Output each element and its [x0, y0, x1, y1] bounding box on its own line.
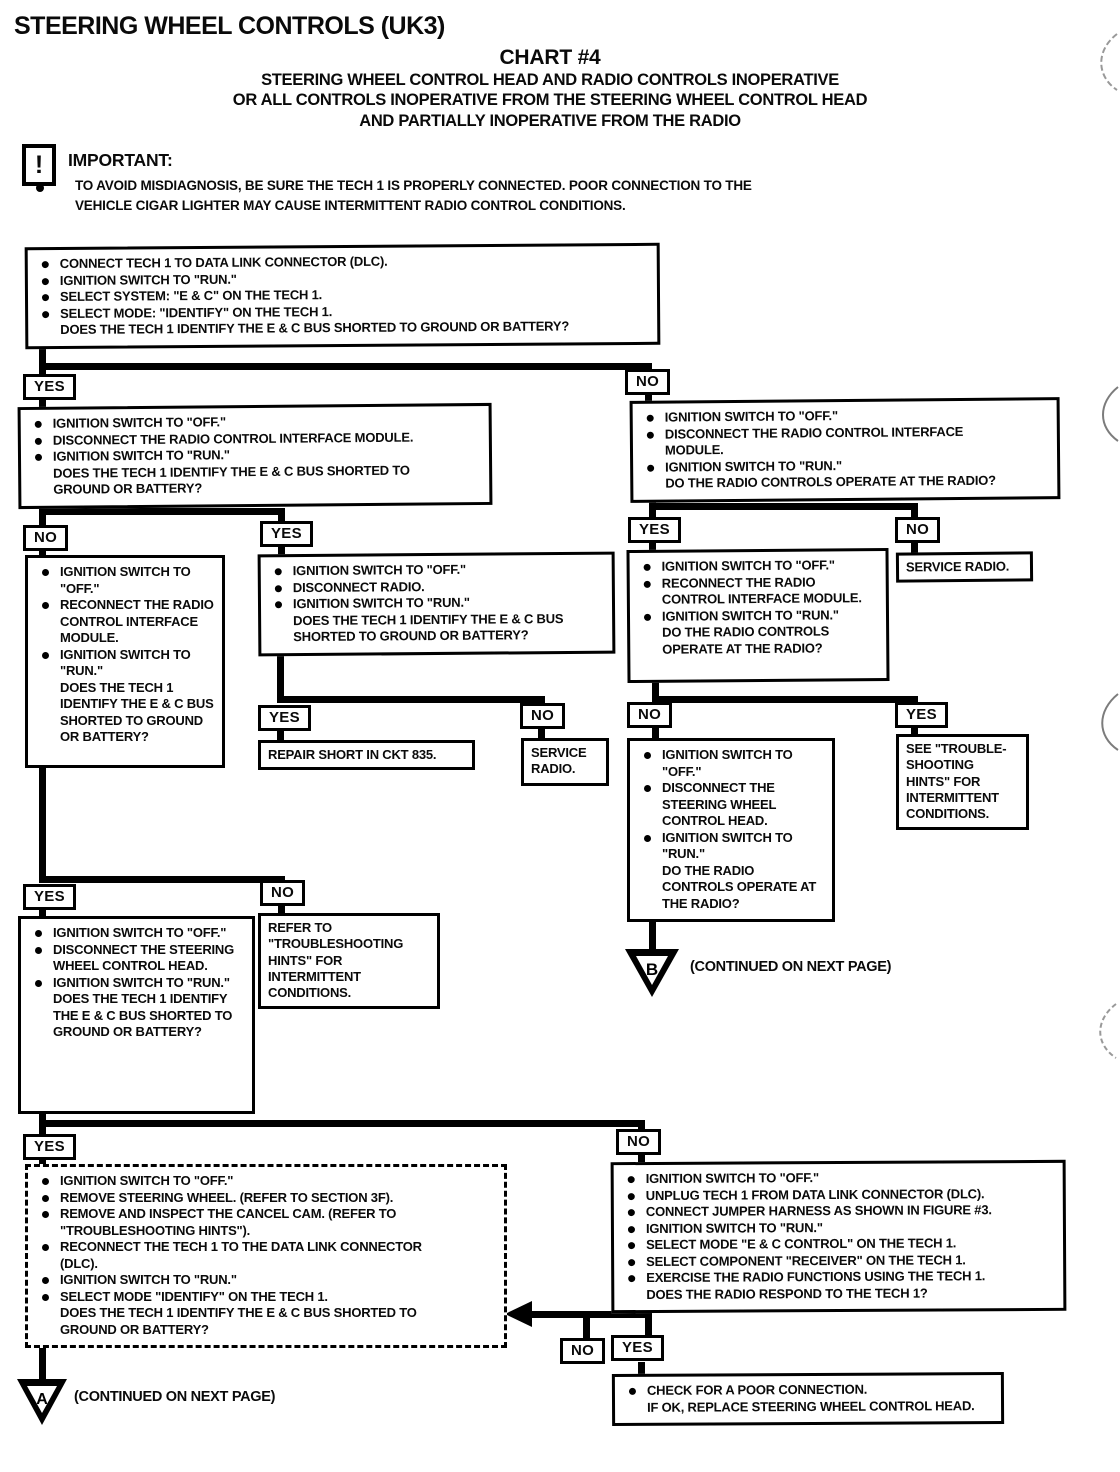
step-text: IGNITION SWITCH TO "RUN." [60, 646, 191, 678]
bullet-spacer [25, 991, 53, 1005]
no-tag: NO [616, 1129, 661, 1155]
step-text: RECONNECT THE TECH 1 TO THE DATA LINK CONNECTOR (DLC). [60, 1239, 422, 1271]
step-text: IGNITION SWITCH TO "RUN." [292, 594, 470, 612]
yes-tag: YES [258, 705, 311, 731]
bullet-dot [618, 1188, 646, 1202]
step-text: CONNECT TECH 1 TO DATA LINK CONNECTOR (DLC). [59, 253, 388, 271]
bullet-dot [32, 1206, 60, 1220]
bullet-dot [618, 1221, 646, 1235]
no-tag: NO [260, 880, 305, 906]
step-text: RECONNECT THE RADIO CONTROL INTERFACE MODULE. [661, 574, 862, 607]
result-box-service-radio: SERVICE RADIO. [896, 551, 1033, 582]
bullet-dot [634, 575, 662, 589]
bullet-dot [637, 459, 665, 473]
step-box-disconnect-interface-radio [630, 397, 1061, 502]
bullet-spacer [32, 680, 60, 694]
step-text: DO THE RADIO CONTROLS OPERATE AT THE RADIO? [662, 862, 817, 911]
chart-subtitle-line3: AND PARTIALLY INOPERATIVE FROM THE RADIO [359, 111, 741, 130]
step-box-start [25, 243, 661, 349]
no-tag: NO [625, 369, 670, 395]
step-box-reconnect-interface-radio [626, 548, 889, 683]
bullet-spacer [619, 1399, 647, 1413]
bullet-dot [32, 272, 60, 286]
step-text: IGNITION SWITCH TO "OFF." [292, 561, 466, 579]
bullet-dot [634, 559, 662, 573]
step-text: DISCONNECT THE RADIO CONTROL INTERFACE MODULE. [664, 423, 964, 458]
flow-line [39, 1344, 46, 1380]
step-text: IGNITION SWITCH TO "OFF." [60, 1173, 234, 1188]
bullet-dot [32, 647, 60, 661]
step-text: IGNITION SWITCH TO "OFF." [664, 408, 838, 425]
step-text: SELECT MODE "E & C CONTROL" ON THE TECH 1. [646, 1235, 957, 1253]
step-text: DISCONNECT THE STEERING WHEEL CONTROL HEAD. [662, 780, 776, 828]
flow-line [277, 696, 545, 703]
bullet-dot [32, 1272, 60, 1286]
bullet-dot [32, 564, 60, 578]
no-tag: NO [895, 517, 940, 543]
step-text: IGNITION SWITCH TO "OFF." [645, 1170, 819, 1187]
result-box-repair-short: REPAIR SHORT IN CKT 835. [258, 740, 475, 770]
step-text: DISCONNECT THE RADIO CONTROL INTERFACE MODULE. [52, 429, 414, 448]
important-label: IMPORTANT: [68, 150, 173, 170]
bullet-dot [618, 1171, 646, 1185]
flow-line [645, 1316, 652, 1337]
scan-artifact [1092, 385, 1120, 443]
continued-note: (CONTINUED ON NEXT PAGE) [74, 1389, 276, 1405]
step-text: IGNITION SWITCH TO "OFF." [662, 747, 793, 779]
step-text: DISCONNECT THE STEERING WHEEL CONTROL HEAD. [53, 941, 235, 973]
step-box-final-check [612, 1372, 1004, 1426]
step-box-disconnect-radio [258, 552, 616, 656]
bullet-dot [32, 256, 60, 270]
step-box-disconnect-control-head-radio [627, 738, 835, 922]
step-text: DOES THE RADIO RESPOND TO THE TECH 1? [646, 1285, 928, 1302]
page-title: STEERING WHEEL CONTROLS (UK3) [14, 12, 445, 40]
yes-tag: YES [611, 1335, 664, 1361]
bullet-dot [25, 925, 53, 939]
bullet-spacer [637, 476, 665, 490]
continued-note: (CONTINUED ON NEXT PAGE) [690, 959, 892, 975]
flow-line [652, 696, 918, 703]
no-tag: NO [520, 703, 565, 729]
left-arrow-icon [505, 1301, 532, 1327]
bullet-spacer [32, 1305, 60, 1319]
step-text: IGNITION SWITCH TO "RUN." [60, 1272, 237, 1287]
yes-tag: YES [23, 884, 76, 910]
flow-line [39, 508, 285, 515]
step-text: IGNITION SWITCH TO "OFF." [661, 557, 835, 574]
svg-text:A: A [36, 1391, 48, 1408]
chart-header [0, 46, 1100, 131]
flow-line [39, 768, 46, 882]
step-text: IGNITION SWITCH TO "RUN." [59, 271, 237, 288]
result-box-troubleshooting-hints: SEE "TROUBLE-SHOOTING HINTS" FOR INTERMITTENT CONDITIONS. [896, 734, 1029, 830]
bullet-dot [36, 184, 44, 192]
bullet-dot [618, 1254, 646, 1268]
connector-triangle-b [624, 948, 680, 998]
no-tag: NO [560, 1338, 605, 1364]
step-box-disconnect-interface-tech1 [18, 403, 493, 509]
bullet-dot [32, 1190, 60, 1204]
bullet-dot [32, 597, 60, 611]
step-text: IGNITION SWITCH TO "RUN." [52, 447, 230, 464]
bullet-spacer [618, 1287, 646, 1301]
step-text: REMOVE STEERING WHEEL. (REFER TO SECTION 3F). [60, 1189, 394, 1205]
yes-tag: YES [628, 517, 681, 543]
bullet-dot [32, 1173, 60, 1187]
step-text: EXERCISE THE RADIO FUNCTIONS USING THE TECH 1. [646, 1268, 986, 1286]
bullet-dot [634, 747, 662, 761]
bullet-dot [637, 410, 665, 424]
step-text: DOES THE TECH 1 IDENTIFY THE E & C BUS SHORTED TO GROUND OR BATTERY? [53, 991, 233, 1039]
bullet-dot [265, 580, 293, 594]
bullet-dot [25, 942, 53, 956]
flow-line [649, 503, 918, 510]
step-text: DO THE RADIO CONTROLS OPERATE AT THE RADIO? [662, 623, 830, 657]
step-text: SELECT MODE "IDENTIFY" ON THE TECH 1. [60, 1288, 328, 1304]
bullet-dot [25, 449, 53, 463]
yes-tag: YES [23, 1134, 76, 1160]
bullet-spacer [25, 465, 53, 479]
bullet-dot [25, 975, 53, 989]
step-box-cancel-cam [25, 1164, 507, 1348]
bullet-dot [634, 608, 662, 622]
chart-number: CHART #4 [499, 46, 601, 69]
bullet-spacer [32, 322, 60, 336]
bullet-spacer [634, 625, 662, 639]
bullet-dot [619, 1383, 647, 1397]
bullet-dot [265, 563, 293, 577]
step-text: RECONNECT THE RADIO CONTROL INTERFACE MODULE. [60, 597, 214, 645]
chart-subtitle-line2: OR ALL CONTROLS INOPERATIVE FROM THE STEERING WHEEL CONTROL HEAD [232, 91, 868, 110]
step-text: IGNITION SWITCH TO "RUN." [53, 974, 230, 990]
bullet-dot [25, 432, 53, 446]
bullet-dot [32, 305, 60, 319]
flow-line [638, 1362, 645, 1374]
scan-artifact [1088, 1002, 1118, 1060]
important-exclamation-icon: ! [22, 144, 56, 186]
important-note: TO AVOID MISDIAGNOSIS, BE SURE THE TECH 1 IS PROPERLY CONNECTED. POOR CONNECTION TO THE VEHICLE CIGAR LIGHTER MAY CAUSE INTERMITTENT RADIO CONTROL CONDITIONS. [75, 178, 752, 213]
scan-artifact [1088, 32, 1120, 92]
bullet-dot [637, 426, 665, 440]
bullet-dot [265, 596, 293, 610]
bullet-dot [32, 1289, 60, 1303]
bullet-dot [618, 1270, 646, 1284]
step-text: IGNITION SWITCH TO "RUN." [645, 1219, 823, 1236]
step-text: IGNITION SWITCH TO "OFF." [52, 414, 226, 431]
step-text: IGNITION SWITCH TO "RUN." [665, 457, 843, 475]
step-text: DISCONNECT RADIO. [292, 578, 425, 595]
no-tag: NO [627, 702, 672, 728]
step-text: IGNITION SWITCH TO "OFF." [53, 925, 227, 940]
svg-text:B: B [645, 960, 659, 979]
step-box-jumper-harness [611, 1160, 1067, 1313]
step-text: IGNITION SWITCH TO "RUN." [662, 829, 793, 861]
bullet-dot [618, 1237, 646, 1251]
step-text: IF OK, REPLACE STEERING WHEEL CONTROL HEAD. [646, 1397, 975, 1415]
bullet-spacer [265, 613, 293, 627]
step-text: DOES THE TECH 1 IDENTIFY THE E & C BUS SHORTED TO GROUND OR BATTERY? [60, 1305, 417, 1337]
step-box-disconnect-control-head-tech1 [18, 916, 255, 1114]
step-box-reconnect-interface [25, 555, 225, 768]
step-text: DOES THE TECH 1 IDENTIFY THE E & C BUS SHORTED TO GROUND OR BATTERY? [60, 318, 570, 337]
bullet-dot [618, 1204, 646, 1218]
bullet-spacer [634, 863, 662, 877]
bullet-dot [32, 1239, 60, 1253]
bullet-dot [32, 289, 60, 303]
step-text: REMOVE AND INSPECT THE CANCEL CAM. (REFER TO "TROUBLESHOOTING HINTS"). [60, 1206, 397, 1238]
yes-tag: YES [23, 374, 76, 400]
flow-line [277, 648, 284, 702]
step-text: SELECT MODE: "IDENTIFY" ON THE TECH 1. [60, 303, 333, 321]
chart-subtitle-line1: STEERING WHEEL CONTROL HEAD AND RADIO CONTROLS INOPERATIVE [261, 71, 839, 89]
step-text: IGNITION SWITCH TO "RUN." [661, 606, 839, 624]
flow-line [39, 876, 285, 883]
bullet-dot [25, 416, 53, 430]
flow-line [39, 363, 652, 370]
step-text: SELECT SYSTEM: "E & C" ON THE TECH 1. [59, 287, 323, 304]
step-text: CHECK FOR A POOR CONNECTION. [646, 1381, 868, 1398]
flow-line [583, 1316, 590, 1340]
connector-triangle-a [16, 1378, 68, 1426]
step-text: DOES THE TECH 1 IDENTIFY THE E & C BUS SHORTED TO GROUND OR BATTERY? [53, 462, 410, 497]
yes-tag: YES [260, 521, 313, 547]
bullet-dot [634, 830, 662, 844]
no-tag: NO [23, 525, 68, 551]
result-box-troubleshooting-hints: REFER TO "TROUBLESHOOTING HINTS" FOR INTERMITTENT CONDITIONS. [258, 913, 440, 1009]
step-text: DOES THE TECH 1 IDENTIFY THE E & C BUS SHORTED TO GROUND OR BATTERY? [293, 610, 564, 645]
step-text: IGNITION SWITCH TO "OFF." [60, 564, 191, 596]
yes-tag: YES [895, 702, 948, 728]
step-text: DOES THE TECH 1 IDENTIFY THE E & C BUS SHORTED TO GROUND OR BATTERY? [60, 679, 214, 744]
result-box-service-radio: SERVICE RADIO. [521, 738, 609, 786]
step-text: DO THE RADIO CONTROLS OPERATE AT THE RADIO? [665, 472, 996, 491]
step-text: CONNECT JUMPER HARNESS AS SHOWN IN FIGURE #3. [645, 1202, 992, 1220]
scan-artifact [1090, 692, 1120, 752]
step-text: UNPLUG TECH 1 FROM DATA LINK CONNECTOR (DLC). [645, 1185, 985, 1203]
flow-line [39, 1120, 645, 1127]
step-text: SELECT COMPONENT "RECEIVER" ON THE TECH 1. [646, 1251, 966, 1269]
bullet-dot [634, 780, 662, 794]
